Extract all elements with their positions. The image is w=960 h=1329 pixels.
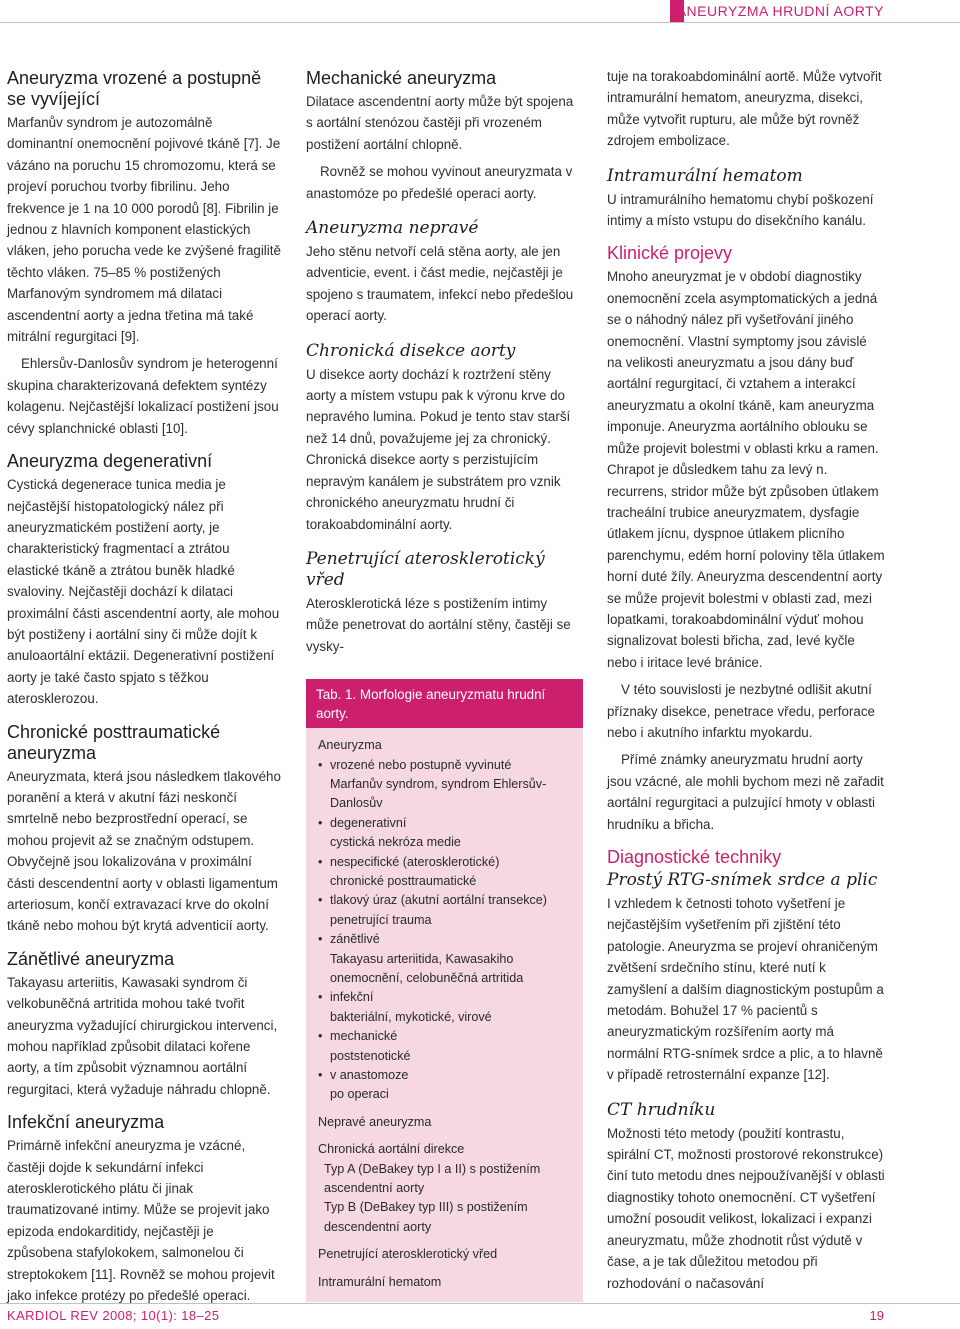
table-group-heading: Penetrující aterosklerotický vřed (318, 1247, 498, 1262)
table-bullet: • nespecifické (aterosklerotické) (318, 853, 573, 872)
table-detail: Marfanův syndrom, syndrom Ehlersův-Danlosův (330, 776, 547, 811)
table-group-heading: Chronická aortální direkce (318, 1142, 465, 1157)
paragraph: Ehlersův-Danlosův syndrom je heterogenní skupina charakterizovaná defektem syntézy kolagenu. Nejčastější lokalizací postižení jsou cévy splanchnické oblasti [10]. (7, 356, 279, 436)
table-bullet: • tlakový úraz (akutní aortální transekce) (318, 891, 573, 910)
heading-zanetlive: Zánětlivé aneuryzma (7, 948, 175, 969)
table-detail: penetrující trauma (330, 912, 432, 927)
heading-vred: Penetrující aterosklerotický vřed (306, 548, 545, 590)
paragraph: U intramurálního hematomu chybí poškození intimy a místo vstupu do disekčního kanálu. (607, 191, 874, 229)
table-bullet: • infekční (318, 988, 573, 1007)
heading-diagnosticke-techniky: Diagnostické techniky (607, 847, 782, 867)
paragraph: Mnoho aneuryzmat je v období diagnostiky onemocnění zcela asymptomatických a jedná se o náhodný nález při vyšetřování jiného onemocnění. Vlastní symptomy jsou závislé na velikosti aneuryzmatu a jsou dány buď aortální regurgitací, či vztahem a interakcí aneuryzmatu a okolní tkáně, kam aneuryzma imponuje. Aneuryzma aortálního oblouku se může projevit bolestmi v oblasti krku a ramen. Chrapot je důsledkem tahu za levý n. recurrens, stridor může být způsoben útlakem tracheální trubice aneuryzmatem, dysfagie útlakem jícnu, dyspnoe útlakem plicního parenchymu, edém horní poloviny těla útlakem horní duté žíly. Aneuryzma descendentní aorty se může projevit bolestmi v oblasti zad, mezi lopatkami, torakoabdominální výduť mohou signalizovat bolesti břicha, zad, levé kyčle nebo i iritace levé bránice. (607, 269, 885, 670)
paragraph: Aneuryzmata, která jsou následkem tlakového poranění a která v akutní fázi neskončí smrtelně nebo bezprostřední operací, se mohou projevit až se značným odstupem. Obvyčejně jsou lokalizována v proximální části descendentní aorty v oblasti ligamentum arteriosum, končí extravazací krve do okolní tkáně nebo mohou být krytá adventicií aorty. (7, 768, 281, 934)
heading-neprave: Aneuryzma nepravé (306, 218, 479, 239)
heading-mechanicke: Mechanické aneuryzma (306, 68, 497, 88)
paragraph: tuje na torakoabdominální aortě. Může vytvořit intramurální hematom, aneuryzma, disekci, může vytvořit rupturu, ale může být rovněž zdrojem embolizace. (607, 69, 882, 149)
table-detail: po operaci (330, 1087, 389, 1102)
heading-vrozene: Aneuryzma vrozené a postupně se vyvíjející (7, 68, 262, 109)
table-group (318, 1245, 573, 1264)
paragraph: Dilatace ascendentní aorty může být spojena s aortální stenózou častěji při vrozeném postižení aortální chlopně. (306, 94, 574, 152)
table-detail: Typ B (DeBakey typ III) s postižením descendentní aorty (324, 1200, 528, 1234)
column-middle (306, 66, 583, 1302)
table-detail: poststenotické (330, 1048, 411, 1063)
heading-disekce: Chronická disekce aorty (306, 340, 516, 361)
paragraph: Marfanův syndrom je autozomálně dominantní onemocnění pojivové tkáně [7]. Je vázáno na poruchu 15 chromozomu, která se projeví poruchou tvorby fibrilinu. Jeho frekvence je 1 na 10 000 porodů [8]. Fibrilin je jednou z hlavních komponent elastických vláken, jeho porucha vede ke zvýšené fragilitě těchto vláken. 75–85 % postižených Marfanovým syndromem má dilataci ascendentní aorty a jedna třetina má také mitrální regurgitaci [9]. (7, 115, 281, 345)
heading-klinicke-projevy: Klinické projevy (607, 243, 733, 264)
table-bullet: • vrozené nebo postupně vyvinuté (318, 756, 573, 775)
table-detail: Typ A (DeBakey typ I a II) s postižením ascendentní aorty (324, 1161, 541, 1196)
table-group (318, 1273, 573, 1292)
paragraph: Cystická degenerace tunica media je nejčastější histopatologický nález při aneuryzmatickém postižení aorty, je charakteristický fragmentací a ztrátou elastické tkáně a ztrátou buněk hladké svaloviny. Nejčastěji dochází k dilataci proximální části ascendentní aorty, ale mohou být postiženy i aortální siny či může dojít k anuloaortální ektázii. Degenerativní postižení aorty je také často spjato s těžkou aterosklerozou. (7, 477, 280, 707)
table-morphology (306, 679, 583, 1302)
table-detail: chronické posttraumatické (330, 873, 477, 888)
table-bullet: • mechanické (318, 1027, 573, 1046)
column-right (607, 66, 885, 1300)
heading-degenerativni: Aneuryzma degenerativní (7, 451, 213, 472)
table-group-heading: Intramurální hematom (318, 1274, 442, 1289)
heading-infekcni: Infekční aneuryzma (7, 1112, 165, 1133)
column-left (7, 66, 282, 1313)
paragraph: Jeho stěnu netvoří celá stěna aorty, ale jen adventicie, event. i část medie, nejčastěji je spojeno s traumatem, infekcí nebo předešlou operací aorty. (306, 244, 574, 324)
heading-posttraumaticke: Chronické posttraumatické aneuryzma (7, 721, 221, 763)
footer-rule (0, 1303, 960, 1304)
paragraph: Takayasu arteriitis, Kawasaki syndrom či velkobuněčná artritida mohou také tvořit aneuryzma vyžadující chirurgickou intervenci, mohou například způsobit dilataci kořene aorty, a tím způsobit významnou aortální regurgitaci, která vyžaduje náhradu chlopně. (7, 974, 278, 1097)
table-group (318, 736, 573, 1105)
table-body (306, 728, 583, 1302)
paragraph: V této souvislosti je nezbytné odlišit akutní příznaky disekce, penetrace vředu, perforace nebo i akutního infarktu myokardu. (607, 682, 875, 740)
table-detail: Takayasu arteriitida, Kawasakiho onemocnění, celobuněčná artritida (330, 951, 524, 985)
page-number: 19 (869, 1308, 884, 1323)
paragraph: I vzhledem k četnosti tohoto vyšetření je nejčastějším vyšetřením při zjištění této patologie. Aneuryzma se projeví ohraničeným zvětšení srdečního stínu, které nutí k zamyšlení a dalším diagnostickým postupům a metodám. Bohužel 17 % pacientů s aneuryzmatickým rozšířením aorty má normální RTG-snímek srdce a plic, a to hlavně v případě retrosternální expanze [12]. (607, 896, 884, 1083)
running-head: ANEURYZMA HRUDNÍ AORTY (676, 3, 884, 19)
header-rule (0, 22, 960, 23)
heading-ct: CT hrudníku (607, 1099, 716, 1120)
paragraph: Přímé známky aneuryzmatu hrudní aorty jsou vzácné, ale mohli bychom mezi ně zařadit aortální regurgitaci a pulzující hmoty v oblasti hrudníku a břicha. (607, 752, 884, 832)
paragraph: Aterosklerotická léze s postižením intimy může penetrovat do aortální stěny, častěji se vysky- (306, 595, 571, 654)
table-group-heading: Aneuryzma (318, 738, 382, 753)
paragraph: U disekce aorty dochází k roztržení stěny aorty a místem vstupu pak k výronu krve do nepravého lumina. Pokud je tento stav starší než 14 dnů, považujeme jej za chronický. Chronická disekce aorty s perzistujícím nepravým kanálem je substrátem pro vznik chronického aneuryzmatu hrudní či torakoabdominální aorty. (306, 366, 571, 532)
table-bullet: • v anastomoze (318, 1066, 573, 1085)
paragraph: Rovněž se mohou vyvinout aneuryzmata v anastomóze po předešlé operaci aorty. (306, 164, 573, 201)
table-bullet: • degenerativní (318, 814, 573, 833)
table-title: Tab. 1. Morfologie aneuryzmatu hrudní aorty. (306, 679, 583, 728)
table-group (318, 1140, 573, 1237)
table-group (318, 1113, 573, 1132)
paragraph: Možnosti této metody (použití kontrastu, spirální CT, možnosti prostorové rekonstrukce) činí tuto metodu dnes nejpoužívanější v oblasti diagnostiky tohoto onemocnění. CT vyšetření umožní posoudit velikost, lokalizaci i expanzi aneuryzmatu, může zhodnotit růst výdutě v čase, a je tak důležitou metodou při rozhodování o načasování (607, 1125, 885, 1291)
table-detail: cystická nekróza medie (330, 835, 461, 850)
table-detail: bakteriální, mykotické, virové (330, 1009, 492, 1024)
heading-rtg: Prostý RTG-snímek srdce a plic (607, 870, 878, 890)
footer-journal: KARDIOL REV 2008; 10(1): 18–25 (7, 1308, 220, 1323)
paragraph: Primárně infekční aneuryzma je vzácné, častěji dojde k sekundární infekci aterosklerotického plátu či jinak traumatizované intimy. Může se projevit jako epizoda endokarditidy, nejčastěji je způsobena stafylokokem, salmonelou či streptokokem [11]. Rovněž se mohou projevit jako infekce protézy po předešlé operaci. (7, 1138, 275, 1304)
table-bullet: • zánětlivé (318, 930, 573, 949)
table-group-heading: Nepravé aneuryzma (318, 1114, 432, 1129)
heading-hematom: Intramurální hematom (607, 165, 803, 186)
